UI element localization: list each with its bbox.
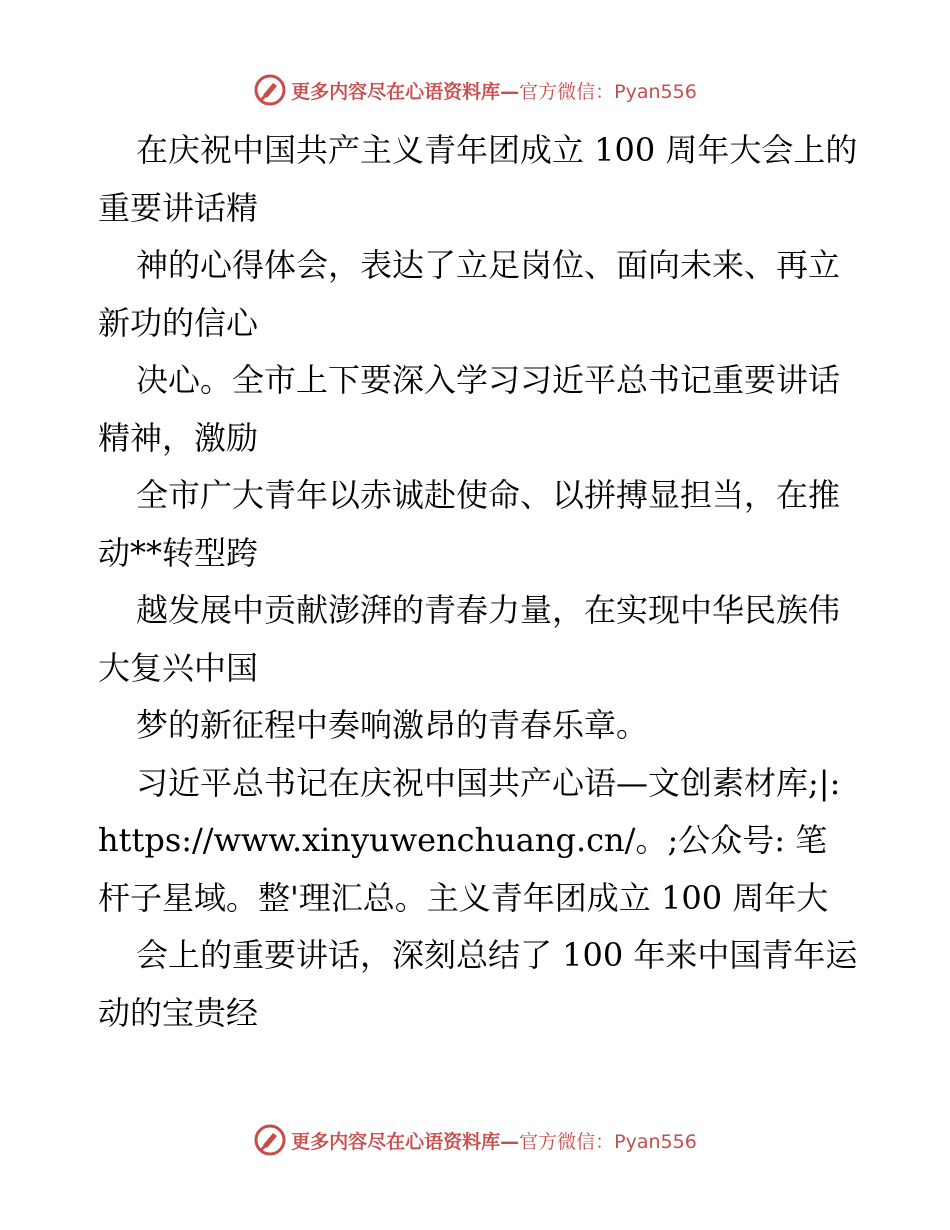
- paragraph-8: 会上的重要讲话，深刻总结了 100 年来中国青年运动的宝贵经: [98, 936, 858, 1032]
- paragraph-4: 全市广大青年以赤诚赴使命、以拼搏显担当，在推动**转型跨: [98, 476, 841, 572]
- brand-logo-icon: [253, 1123, 287, 1157]
- watermark-site: 更多内容尽在心语资料库: [291, 80, 501, 103]
- watermark-site: 更多内容尽在心语资料库: [291, 1130, 501, 1153]
- paragraph-7: 习近平总书记在庆祝中国共产心语—文创素材库;|: https://www.xinyuwenchuang.cn/。;公众号: 笔杆子星域。整'理汇总。主义青年团成立 100 周年大: [98, 763, 841, 917]
- paragraph-6: 梦的新征程中奏响激昂的青春乐章。: [136, 706, 649, 744]
- paragraph-5: 越发展中贡献澎湃的青春力量，在实现中华民族伟大复兴中国: [98, 591, 841, 687]
- watermark-dash: —: [500, 1130, 520, 1153]
- paragraph-3: 决心。全市上下要深入学习习近平总书记重要讲话精神，激励: [98, 361, 841, 457]
- paragraph-1: 在庆祝中国共产主义青年团成立 100 周年大会上的重要讲话精: [98, 131, 858, 227]
- watermark-dash: —: [500, 80, 520, 103]
- watermark-header: [0, 72, 950, 108]
- watermark-text: [291, 77, 697, 104]
- watermark-text: [291, 1127, 697, 1154]
- watermark-wechat: 官方微信：Pyan556: [519, 1130, 697, 1153]
- brand-logo-icon: [253, 73, 287, 107]
- watermark-footer: [0, 1122, 950, 1158]
- paragraph-2: 神的心得体会，表达了立足岗位、面向未来、再立新功的信心: [98, 246, 841, 342]
- document-body: [98, 122, 858, 1042]
- watermark-wechat: 官方微信：Pyan556: [519, 80, 697, 103]
